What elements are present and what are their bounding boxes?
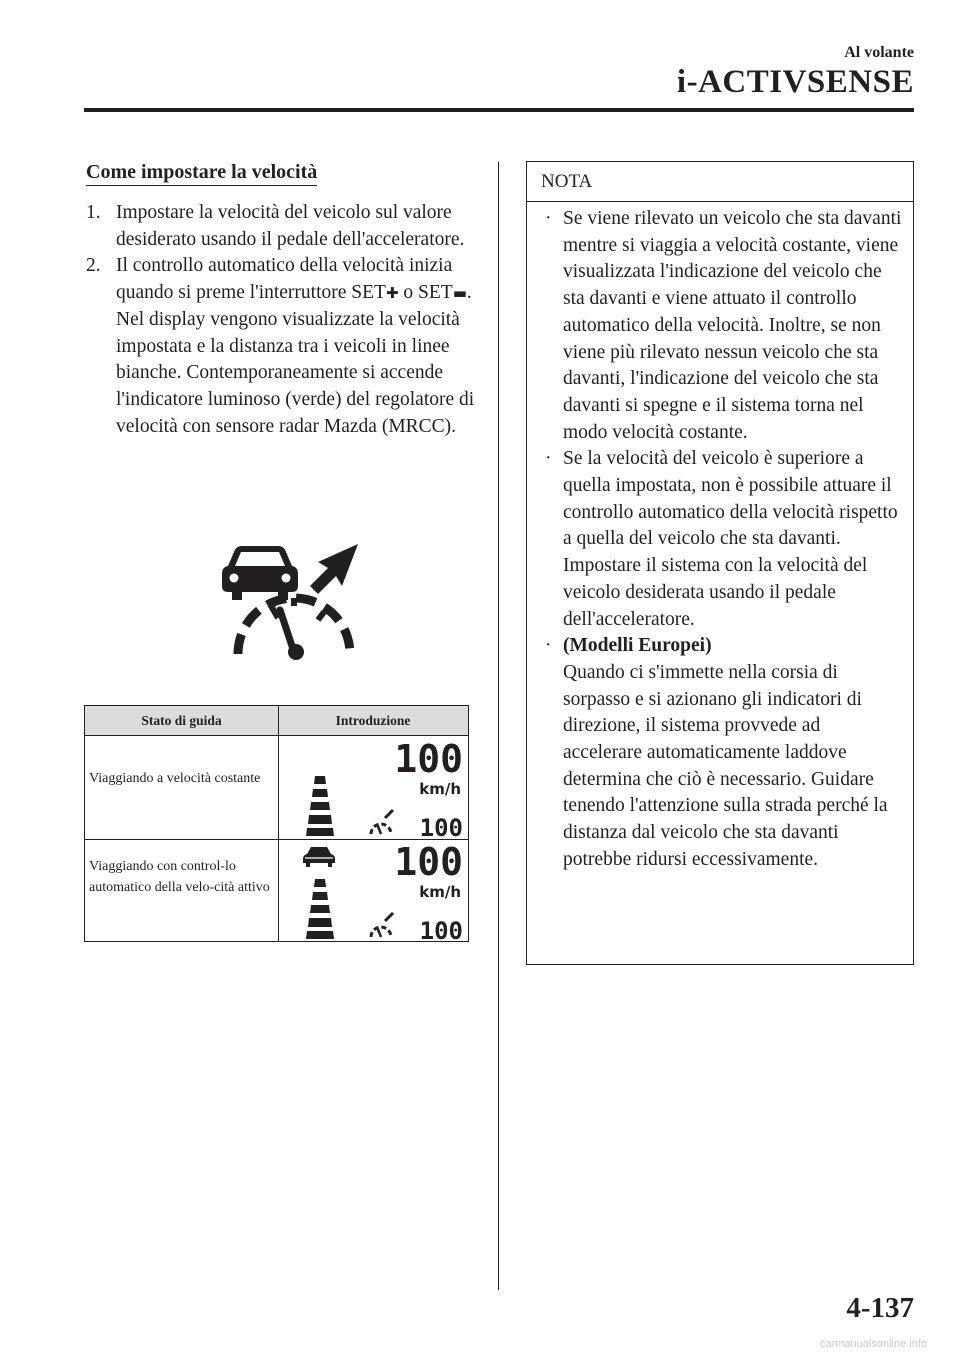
status-table xyxy=(84,705,469,942)
step-number: 2. xyxy=(86,255,101,277)
header-rule xyxy=(84,108,914,112)
section-title: Come impostare la velocità xyxy=(86,160,317,186)
column-divider xyxy=(498,162,499,1290)
header-chapter: i-ACTIVSENSE xyxy=(676,64,914,100)
table-row-state: Viaggiando con control-lo automatico della velo-cità attivo xyxy=(89,859,270,895)
note-bullet xyxy=(541,446,903,633)
note-bullet xyxy=(541,206,903,446)
page-number: 4-137 xyxy=(846,1292,914,1324)
table-divider xyxy=(278,706,279,941)
set-speed-readout: 100 xyxy=(419,917,463,941)
table-header xyxy=(85,706,468,736)
bullet-dot-icon: · xyxy=(545,208,552,229)
plus-icon: ✚ xyxy=(385,284,399,303)
speed-unit: km/h xyxy=(419,883,461,901)
display-auto-speed-control xyxy=(281,841,467,941)
step-1 xyxy=(86,200,476,253)
display-constant-speed xyxy=(281,738,467,838)
set-speed-readout: 100 xyxy=(419,814,463,838)
table-row-divider xyxy=(85,839,468,840)
speed-readout: 100 xyxy=(394,738,463,781)
table-row-state: Viaggiando a velocità costante xyxy=(89,771,261,786)
steps-list xyxy=(86,200,476,440)
note-bullet xyxy=(541,633,903,873)
vehicle-ahead-icon xyxy=(303,847,335,867)
header-section: Al volante xyxy=(844,44,914,61)
step-text-a: Il controllo automatico della velocità inizia quando si preme l'interruttore SET xyxy=(116,255,453,304)
distance-lines-icon xyxy=(306,879,334,939)
step-text-b: o SET xyxy=(398,282,453,304)
watermark: carmanualsonline.info xyxy=(820,1338,928,1350)
note-header xyxy=(527,162,913,202)
note-box xyxy=(526,161,914,965)
distance-lines-icon xyxy=(306,776,334,836)
step-2 xyxy=(86,253,476,440)
bullet-text: Se la velocità del veicolo è superiore a quella impostata, non è possibile attuare il controllo automatico della velocità rispetto a quella del veicolo che sta davanti. Impostare il sistema con la velocità del veicolo desiderata usando il pedale dell'acceleratore. xyxy=(563,448,898,630)
column-header-state: Stato di guida xyxy=(141,713,222,728)
step-text: Impostare la velocità del veicolo sul valore desiderato usando il pedale dell'acceleratore. xyxy=(116,202,465,250)
bullet-dot-icon: · xyxy=(545,635,552,657)
bullet-label: (Modelli Europei) xyxy=(563,635,712,657)
bullet-dot-icon: · xyxy=(545,448,552,470)
mrcc-indicator-icon xyxy=(210,540,370,665)
speed-unit: km/h xyxy=(419,780,461,798)
bullet-text: Se viene rilevato un veicolo che sta davanti mentre si viaggia a velocità costante, viene visualizzata l'indicazione del veicolo che sta davanti e viene attuato il controllo automatico della velocità. Inoltre, se non viene più rilevato nessun veicolo che sta davanti, l'indicazione del veicolo che sta davanti si spegne e il sistema torna nel modo velocità costante. xyxy=(563,208,902,443)
step-text-c: . Nel display vengono visualizzate la velocità impostata e la distanza tra i veicoli in linee bianche. Contemporaneamente si accende l'indicatore luminoso (verde) del regolatore di velocità con sensore radar Mazda (MRCC). xyxy=(116,282,475,437)
step-number: 1. xyxy=(86,202,101,223)
cruise-gauge-icon xyxy=(371,810,393,834)
minus-icon: ▬ xyxy=(452,284,467,303)
note-title: NOTA xyxy=(541,171,593,192)
cruise-gauge-icon xyxy=(371,913,393,937)
speed-readout: 100 xyxy=(394,841,463,884)
bullet-text: Quando ci s'immette nella corsia di sorpasso e si azionano gli indicatori di direzione, il sistema provvede ad accelerare automaticamente laddove determina che ciò è necessario. Guidare tenendo l'attenzione sulla strada perché la distanza dal veicolo che sta davanti potrebbe ridursi eccessivamente. xyxy=(563,661,888,870)
column-header-introduction: Introduzione xyxy=(335,713,411,728)
note-bullets xyxy=(541,206,903,874)
